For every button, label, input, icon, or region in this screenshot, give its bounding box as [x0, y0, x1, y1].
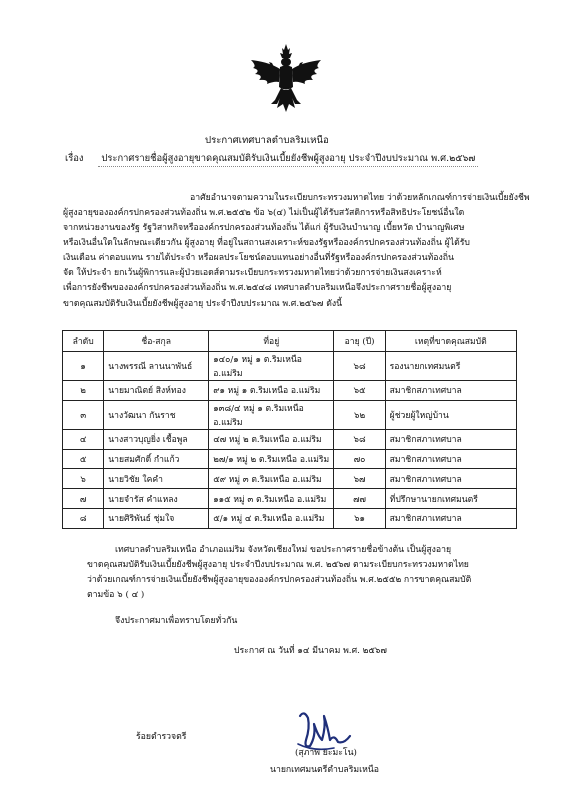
subject-text: ประกาศรายชื่อผู้สูงอายุขาดคุณสมบัติรับเงินเบี้ยยังชีพผู้สูงอายุ ประจำปีงบประมาณ พ.ศ.๒๕๖๗ [101, 153, 476, 164]
table-row [63, 352, 517, 381]
row-age: ๖๕ [334, 381, 385, 401]
recipients-table [62, 330, 517, 529]
table-row [63, 381, 517, 401]
signer-name: (สุภาพ ยะมะโน) [295, 748, 357, 758]
intro-line-6: จัด ให้ประจำ ยกเว้นผู้พิการและผู้ป่วยเอดส์ตามระเบียบกระทรวงมหาดไทยว่าด้วยการจ่ายเงินสงเคราะห์ [63, 268, 442, 278]
row-name: นายสมศักดิ์ กำแก้ว [104, 449, 209, 469]
garuda-emblem-icon [247, 42, 325, 116]
closing-line-2: ขาดคุณสมบัติรับเงินเบี้ยยังชีพผู้สูงอายุ ประจำปีงบประมาณ พ.ศ. ๒๕๖๗ ตามระเบียบกระทรวงมหาดไทย [87, 560, 469, 570]
row-name: นายศิริพันธ์ ชุ่มใจ [104, 508, 209, 528]
table-row [63, 400, 517, 429]
row-address: ๑๔๐/๑ หมู่ ๑ ต.ริมเหนือ อ.แม่ริม [209, 352, 334, 381]
row-name: นางวัฒนา กันราช [104, 400, 209, 429]
row-age: ๗๗ [334, 489, 385, 509]
row-no: ๘ [63, 508, 104, 528]
intro-line-5: เงินเดือน ค่าตอบแทน รายได้ประจำ หรือผลประโยชน์ตอบแทนอย่างอื่นที่รัฐหรือองค์กรปกครองส่วนท้องถิ่น [63, 253, 454, 263]
intro-line-3: จากหน่วยงานของรัฐ รัฐวิสาหกิจหรือองค์กรปกครองส่วนท้องถิ่น ได้แก่ ผู้รับเงินบำนาญ เบี้ยหวัด บำนาญพิเศษ [63, 223, 465, 233]
row-name: นายมาณิตย์ สิงห์ทอง [104, 381, 209, 401]
row-reason: ผู้ช่วยผู้ใหญ่บ้าน [385, 400, 516, 429]
intro-line-7: เพื่อการยังชีพขององค์กรปกครองส่วนท้องถิ่น พ.ศ.๒๕๔๘ เทศบาลตำบลริมเหนือจึงประกาศรายชื่อผู้สูงอายุ [63, 283, 452, 293]
row-no: ๔ [63, 429, 104, 449]
row-address: ๕/๑ หมู่ ๔ ต.ริมเหนือ อ.แม่ริม [209, 508, 334, 528]
table-row [63, 449, 517, 469]
row-no: ๗ [63, 489, 104, 509]
row-address: ๑๓๘/๔ หมู่ ๑ ต.ริมเหนือ อ.แม่ริม [209, 400, 334, 429]
row-reason: สมาชิกสภาเทศบาล [385, 449, 516, 469]
row-name: นายวิชัย ใคคำ [104, 469, 209, 489]
subject-underline [98, 166, 478, 167]
intro-line-1: อาศัยอำนาจตามความในระเบียบกระทรวงมหาดไทย ว่าด้วยหลักเกณฑ์การจ่ายเงินเบี้ยยังชีพ [190, 193, 530, 203]
row-age: ๖๘ [334, 429, 385, 449]
header-age: อายุ (ปี) [334, 331, 385, 352]
table-row [63, 429, 517, 449]
row-age: ๖๒ [334, 400, 385, 429]
closing-line-4: ตามข้อ ๖ ( ๔ ) [87, 590, 145, 600]
row-no: ๕ [63, 449, 104, 469]
row-reason: รองนายกเทศมนตรี [385, 352, 516, 381]
row-reason: สมาชิกสภาเทศบาล [385, 508, 516, 528]
table-row [63, 508, 517, 528]
row-reason: สมาชิกสภาเทศบาล [385, 429, 516, 449]
row-address: ๙๑ หมู่ ๑ ต.ริมเหนือ อ.แม่ริม [209, 381, 334, 401]
row-age: ๖๑ [334, 508, 385, 528]
header-address: ที่อยู่ [209, 331, 334, 352]
row-address: ๑๑๕ หมู่ ๓ ต.ริมเหนือ อ.แม่ริม [209, 489, 334, 509]
row-reason: ที่ปรึกษานายกเทศมนตรี [385, 489, 516, 509]
closing-line-1: เทศบาลตำบลริมเหนือ อำเภอแม่ริม จังหวัดเชียงใหม่ ขอประกาศรายชื่อข้างต้น เป็นผู้สูงอายุ [115, 545, 452, 555]
row-no: ๖ [63, 469, 104, 489]
row-name: นางพรรณี ลานนาพันธ์ [104, 352, 209, 381]
row-reason: สมาชิกสภาเทศบาล [385, 469, 516, 489]
intro-line-8: ขาดคุณสมบัติรับเงินเบี้ยยังชีพผู้สูงอายุ ประจำปีงบประมาณ พ.ศ.๒๕๖๗ ดังนี้ [63, 299, 343, 309]
header-reason: เหตุที่ขาดคุณสมบัติ [385, 331, 516, 352]
row-address: ๒๗/๑ หมู่ ๒ ต.ริมเหนือ อ.แม่ริม [209, 449, 334, 469]
row-age: ๗๐ [334, 449, 385, 469]
row-no: ๓ [63, 400, 104, 429]
table-row [63, 489, 517, 509]
row-name: นางสาวบุญยิ่ง เชื้อพูล [104, 429, 209, 449]
row-no: ๒ [63, 381, 104, 401]
signer-position: นายกเทศมนตรีตำบลริมเหนือ [270, 765, 379, 775]
row-address: ๕๙ หมู่ ๓ ต.ริมเหนือ อ.แม่ริม [209, 469, 334, 489]
intro-line-2: ผู้สูงอายุขององค์กรปกครองส่วนท้องถิ่น พ.ศ.๒๕๕๒ ข้อ ๖(๔) ไม่เป็นผู้ได้รับสวัสดิการหรือสิทธิประโยชน์อื่นใด [63, 208, 465, 218]
table-header-row [63, 331, 517, 352]
checker-rank: ร้อยตำรวจตรี [136, 732, 187, 742]
date-line: ประกาศ ณ วันที่ ๑๔ มีนาคม พ.ศ. ๒๕๖๗ [234, 646, 387, 656]
row-address: ๔๗ หมู่ ๒ ต.ริมเหนือ อ.แม่ริม [209, 429, 334, 449]
intro-line-4: หรือเงินอื่นใดในลักษณะเดียวกัน ผู้สูงอายุ ที่อยู่ในสถานสงเคราะห์ของรัฐหรือองค์กรปกครองส่วนท้องถิ่น ผู้ได้รับ [63, 238, 470, 248]
row-name: นายจำรัส คำแหลง [104, 489, 209, 509]
header-name: ชื่อ-สกุล [104, 331, 209, 352]
row-age: ๖๗ [334, 469, 385, 489]
row-reason: สมาชิกสภาเทศบาล [385, 381, 516, 401]
row-no: ๑ [63, 352, 104, 381]
closing-line-3: ว่าด้วยเกณฑ์การจ่ายเงินเบี้ยยังชีพผู้สูงอายุขององค์กรปกครองส่วนท้องถิ่น พ.ศ.๒๕๕๒ การขาดคุณสมบัติ [87, 575, 472, 585]
subject-line [65, 151, 475, 166]
announcement-title: ประกาศเทศบาลตำบลริมเหนือ [205, 135, 329, 146]
header-no: ลำดับ [63, 331, 104, 352]
subject-label: เรื่อง [65, 153, 84, 164]
row-age: ๖๘ [334, 352, 385, 381]
announce-line: จึงประกาศมาเพื่อทราบโดยทั่วกัน [115, 616, 238, 626]
table-row [63, 469, 517, 489]
